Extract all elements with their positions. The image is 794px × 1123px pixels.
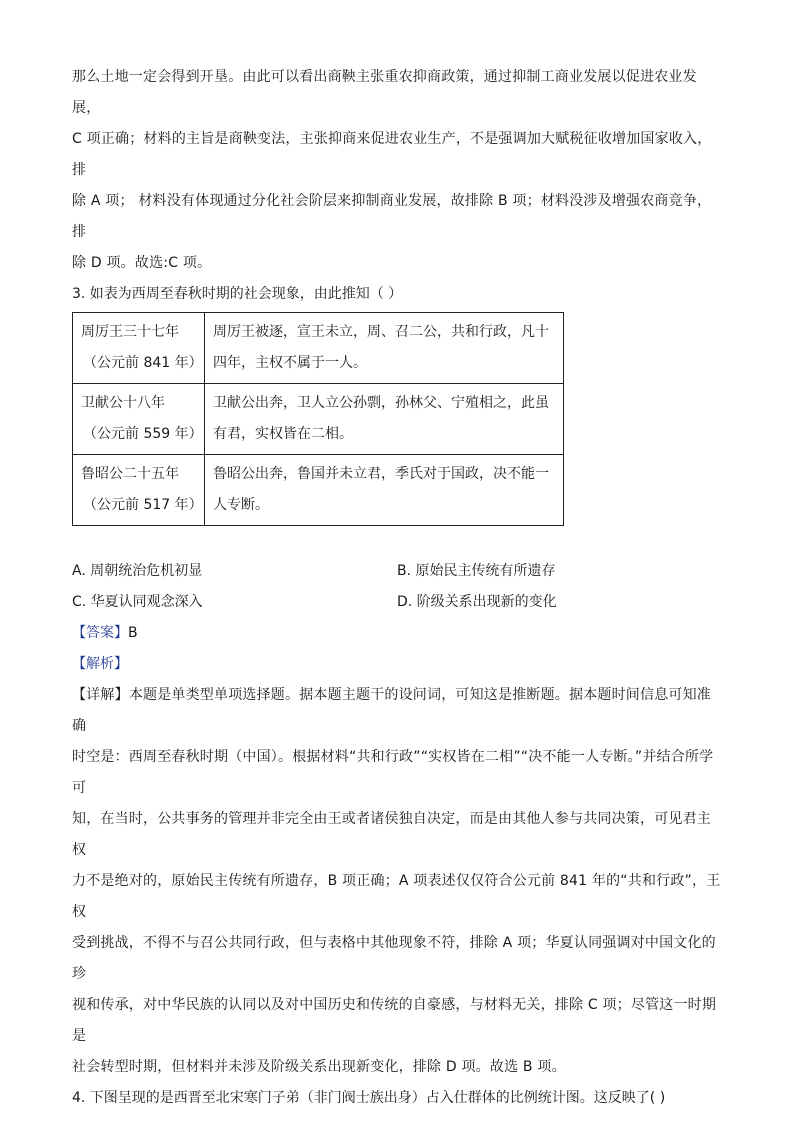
option-d: D. 阶级关系出现新的变化 xyxy=(397,594,557,610)
year-ce-label: （公元前 841 年） xyxy=(83,355,203,371)
analysis-line xyxy=(72,649,722,680)
option-b: B. 原始民主传统有所遗存 xyxy=(397,563,556,579)
detail-line-5: 受到挑战，不得不与召公共同行政，但与表格中其他现象不符，排除 A 项；华夏认同强调对中国文化的珍 xyxy=(72,935,716,982)
options-row xyxy=(72,587,722,618)
detail-tag: 【详解】 xyxy=(72,687,129,703)
options-row xyxy=(72,556,722,587)
question-3-stem: 3. 如表为西周至春秋时期的社会现象，由此推知（ ） xyxy=(72,286,403,302)
option-c: C. 华夏认同观念深入 xyxy=(72,594,203,610)
question-4-stem: 4. 下图呈现的是西晋至北宋寒门子弟（非门阀士族出身）占入仕群体的比例统计图。这反映了( ) xyxy=(72,1090,666,1106)
detail-text: 本题是单类型单项选择题。据本题主题干的设问词，可知这是推断题。据本题时间信息可知准确 xyxy=(72,687,712,734)
event-line: 有君，实权皆在二相。 xyxy=(213,426,353,442)
event-line: 周厉王被逐，宣王未立，周、召二公，共和行政，凡十 xyxy=(213,324,549,340)
event-cell xyxy=(205,384,564,455)
intro-line-1: 那么土地一定会得到开垦。由此可以看出商鞅主张重农抑商政策，通过抑制工商业发展以促进农业发展， xyxy=(72,69,697,116)
event-line: 鲁昭公出奔，鲁国并未立君，季氏对于国政，决不能一 xyxy=(213,466,549,482)
year-ce-label: （公元前 517 年） xyxy=(83,497,203,513)
detail-line-1 xyxy=(72,680,722,742)
year-ce-label: （公元前 559 年） xyxy=(83,426,203,442)
document-page xyxy=(72,62,722,1114)
answer-value: B xyxy=(128,625,138,641)
year-cell xyxy=(73,455,205,526)
detail-line-4: 力不是绝对的，原始民主传统有所遗存，B 项正确；A 项表述仅仅符合公元前 841 年的“共和行政”，王权 xyxy=(72,873,721,920)
detail-line-3: 知，在当时，公共事务的管理并非完全由王或者诸侯独自决定，而是由其他人参与共同决策，可见君主权 xyxy=(72,811,711,858)
option-a: A. 周朝统治危机初显 xyxy=(72,563,203,579)
event-cell xyxy=(205,455,564,526)
table-row xyxy=(73,455,564,526)
intro-line-4: 除 D 项。故选:C 项。 xyxy=(72,255,212,271)
year-label: 卫献公十八年 xyxy=(81,395,165,411)
detail-line-2: 时空是：西周至春秋时期（中国）。根据材料“共和行政”“实权皆在二相”“决不能一人专断。”并结合所学可 xyxy=(72,749,714,796)
detail-line-6: 视和传承，对中华民族的认同以及对中国历史和传统的自豪感，与材料无关，排除 C 项；尽管这一时期是 xyxy=(72,997,717,1044)
table-row xyxy=(73,313,564,384)
table-row xyxy=(73,384,564,455)
detail-line-7: 社会转型时期，但材料并未涉及阶级关系出现新变化，排除 D 项。故选 B 项。 xyxy=(72,1059,566,1075)
analysis-tag: 【解析】 xyxy=(72,656,128,672)
answer-tag: 【答案】 xyxy=(72,625,128,641)
answer-options xyxy=(72,556,722,618)
year-label: 鲁昭公二十五年 xyxy=(81,466,179,482)
event-line: 四年，主权不属于一人。 xyxy=(213,355,367,371)
year-cell xyxy=(73,313,205,384)
event-line: 人专断。 xyxy=(213,497,269,513)
event-cell xyxy=(205,313,564,384)
event-line: 卫献公出奔，卫人立公孙剽，孙林父、宁殖相之，此虽 xyxy=(213,395,549,411)
year-cell xyxy=(73,384,205,455)
answer-line xyxy=(72,618,722,649)
history-table xyxy=(72,312,564,526)
year-label: 周厉王三十七年 xyxy=(81,324,179,340)
intro-line-2: C 项正确；材料的主旨是商鞅变法，主张抑商来促进农业生产，不是强调加大赋税征收增加国家收入，排 xyxy=(72,131,712,178)
intro-line-3: 除 A 项； 材料没有体现通过分化社会阶层来抑制商业发展，故排除 B 项；材料没涉及增强农商竞争，排 xyxy=(72,193,712,240)
